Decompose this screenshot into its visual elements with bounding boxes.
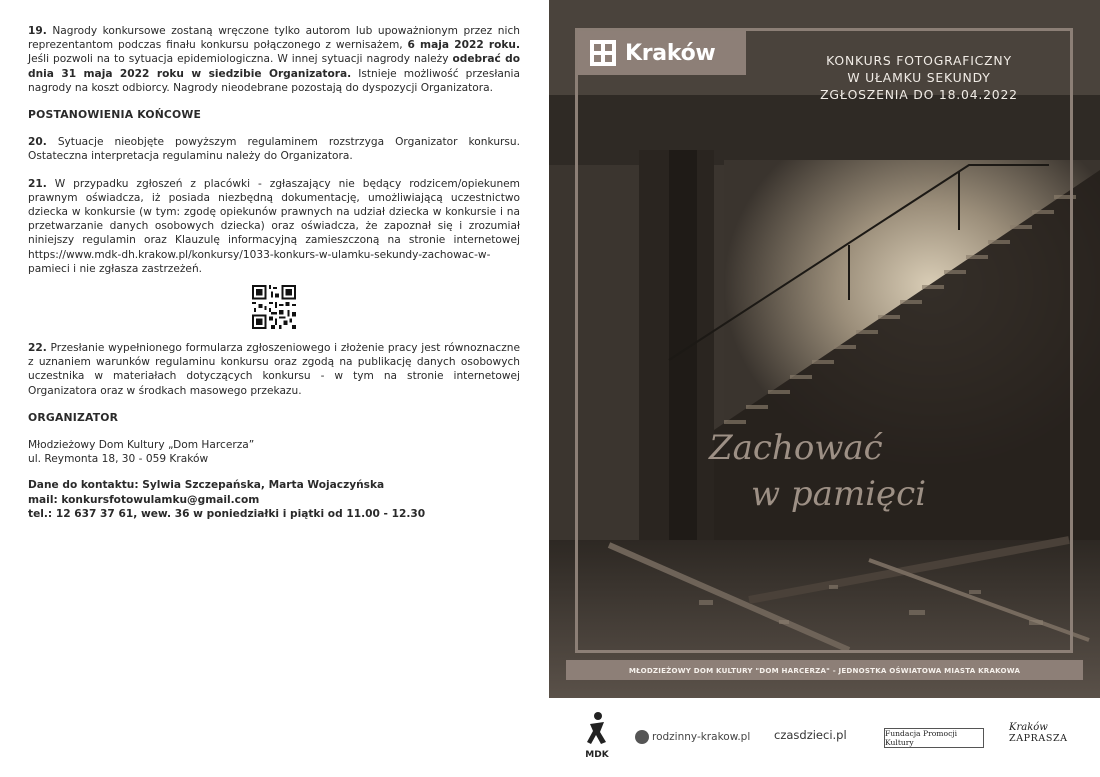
rodzinny-krakow-logo[interactable] <box>635 730 750 744</box>
rodzinny-logo-text: rodzinny-krakow.pl <box>652 731 751 743</box>
rodzinny-logo-icon <box>635 730 649 744</box>
czasdzieci-logo[interactable] <box>774 728 847 742</box>
mdk-logo[interactable] <box>582 710 612 764</box>
krakow-logo-icon <box>590 40 616 66</box>
paragraph-21: 21. W przypadku zgłoszeń z placówki - zgłaszający nie będący rodzicem/opiekunem prawnym oświadcza, iż posiada niezbędną dokumentację, umożliwiającą uczestnictwo dziecka w konkursie (w tym: zgodę opiekunów prawnych na udział dziecka w konkursie i na przetwarzanie danych osobowych dziecka) oraz oświadcza, że zapoznał się i zrozumiał niniejszy regulamin oraz Klauzulę informacyjną zamieszczoną na stronie internetowej https://www.mdk-dh.krakow.pl/konkursy/1033-konkurs-w-ulamku-sekundy-zachowac-w-pamieci i nie zgłasza zastrzeżeń. <box>28 177 520 275</box>
krakow-logo <box>578 31 746 75</box>
organizer-address <box>28 438 520 466</box>
organizer-name: Młodzieżowy Dom Kultury „Dom Harcerza” <box>28 439 255 452</box>
paragraph-19: 19. Nagrody konkursowe zostaną wręczone tylko autorom lub upoważnionym przez nich reprezentantom podczas finału konkursu połączonego z wernisażem, 6 maja 2022 roku. Jeśli pozwoli na to sytuacja epidemiologiczna. W innej sytuacji nagrody należy odebrać do dnia 31 maja 2022 roku w siedzibie Organizatora. Istnieje możliwość przesłania nagrody na koszt odbiorcy. Nagrody nieodebrane pozostają do dyspozycji Organizatora. <box>28 25 520 94</box>
krakow-logo-text: Kraków <box>625 40 716 66</box>
contact-phone: tel.: 12 637 37 61, wew. 36 w poniedziałki i piątki od 11.00 - 12.30 <box>28 507 426 520</box>
organizer-street: ul. Reymonta 18, 30 - 059 Kraków <box>28 453 209 466</box>
contest-type: KONKURS FOTOGRAFICZNY <box>826 53 1012 68</box>
cover-title <box>709 425 1009 517</box>
cover-title-line-2: w pamięci <box>751 474 927 514</box>
krakow-zaprasza-line-1: Kraków <box>1009 722 1048 733</box>
partner-logos <box>549 698 1100 777</box>
cover-title-line-1: Zachować <box>709 428 883 468</box>
qr-code[interactable] <box>252 285 296 329</box>
contact-email[interactable]: mail: konkursfotowulamku@gmail.com <box>28 493 260 506</box>
paragraph-20: 20. Sytuacje nieobjęte powyższym regulaminem rozstrzyga Organizator konkursu. Ostateczna interpretacja regulaminu należy do Organizatora. <box>28 136 520 163</box>
paragraph-22: 22. Przesłanie wypełnionego formularza zgłoszeniowego i złożenie pracy jest równoznaczne z uznaniem warunków regulaminu konkursu oraz zgodą na publikację danych osobowych uczestnika w materiałach dotyczących konkursu - w tym na stronie internetowej Organizatora oraz w środkach masowego przekazu. <box>28 342 520 397</box>
contest-name: W UŁAMKU SEKUNDY <box>847 70 991 85</box>
krakow-zaprasza-line-2: ZAPRASZA <box>1009 733 1068 744</box>
fundacja-promocji-kultury-logo[interactable] <box>884 728 984 748</box>
fundacja-logo-text: Fundacja Promocji Kultury <box>885 729 958 747</box>
organizer-band: MŁODZIEŻOWY DOM KULTURY "DOM HARCERZA" - JEDNOSTKA OŚWIATOWA MIASTA KRAKOWA <box>566 660 1083 680</box>
mdk-logo-text: MDK <box>585 750 609 760</box>
krakow-zaprasza-logo[interactable] <box>1009 722 1069 744</box>
heading-organizer: ORGANIZATOR <box>28 410 119 424</box>
regulations-text <box>28 24 520 521</box>
contest-header <box>779 52 1059 103</box>
submission-deadline: ZGŁOSZENIA DO 18.04.2022 <box>820 87 1018 102</box>
mdk-figure-icon <box>582 710 612 748</box>
contact-block <box>28 478 520 521</box>
cover-frame <box>575 28 1073 653</box>
contact-persons: Dane do kontaktu: Sylwia Szczepańska, Marta Wojaczyńska <box>28 479 385 492</box>
cover-page <box>549 0 1100 698</box>
heading-final-provisions: POSTANOWIENIA KOŃCOWE <box>28 108 202 122</box>
czasdzieci-logo-text: czasdzieci.pl <box>774 728 847 742</box>
